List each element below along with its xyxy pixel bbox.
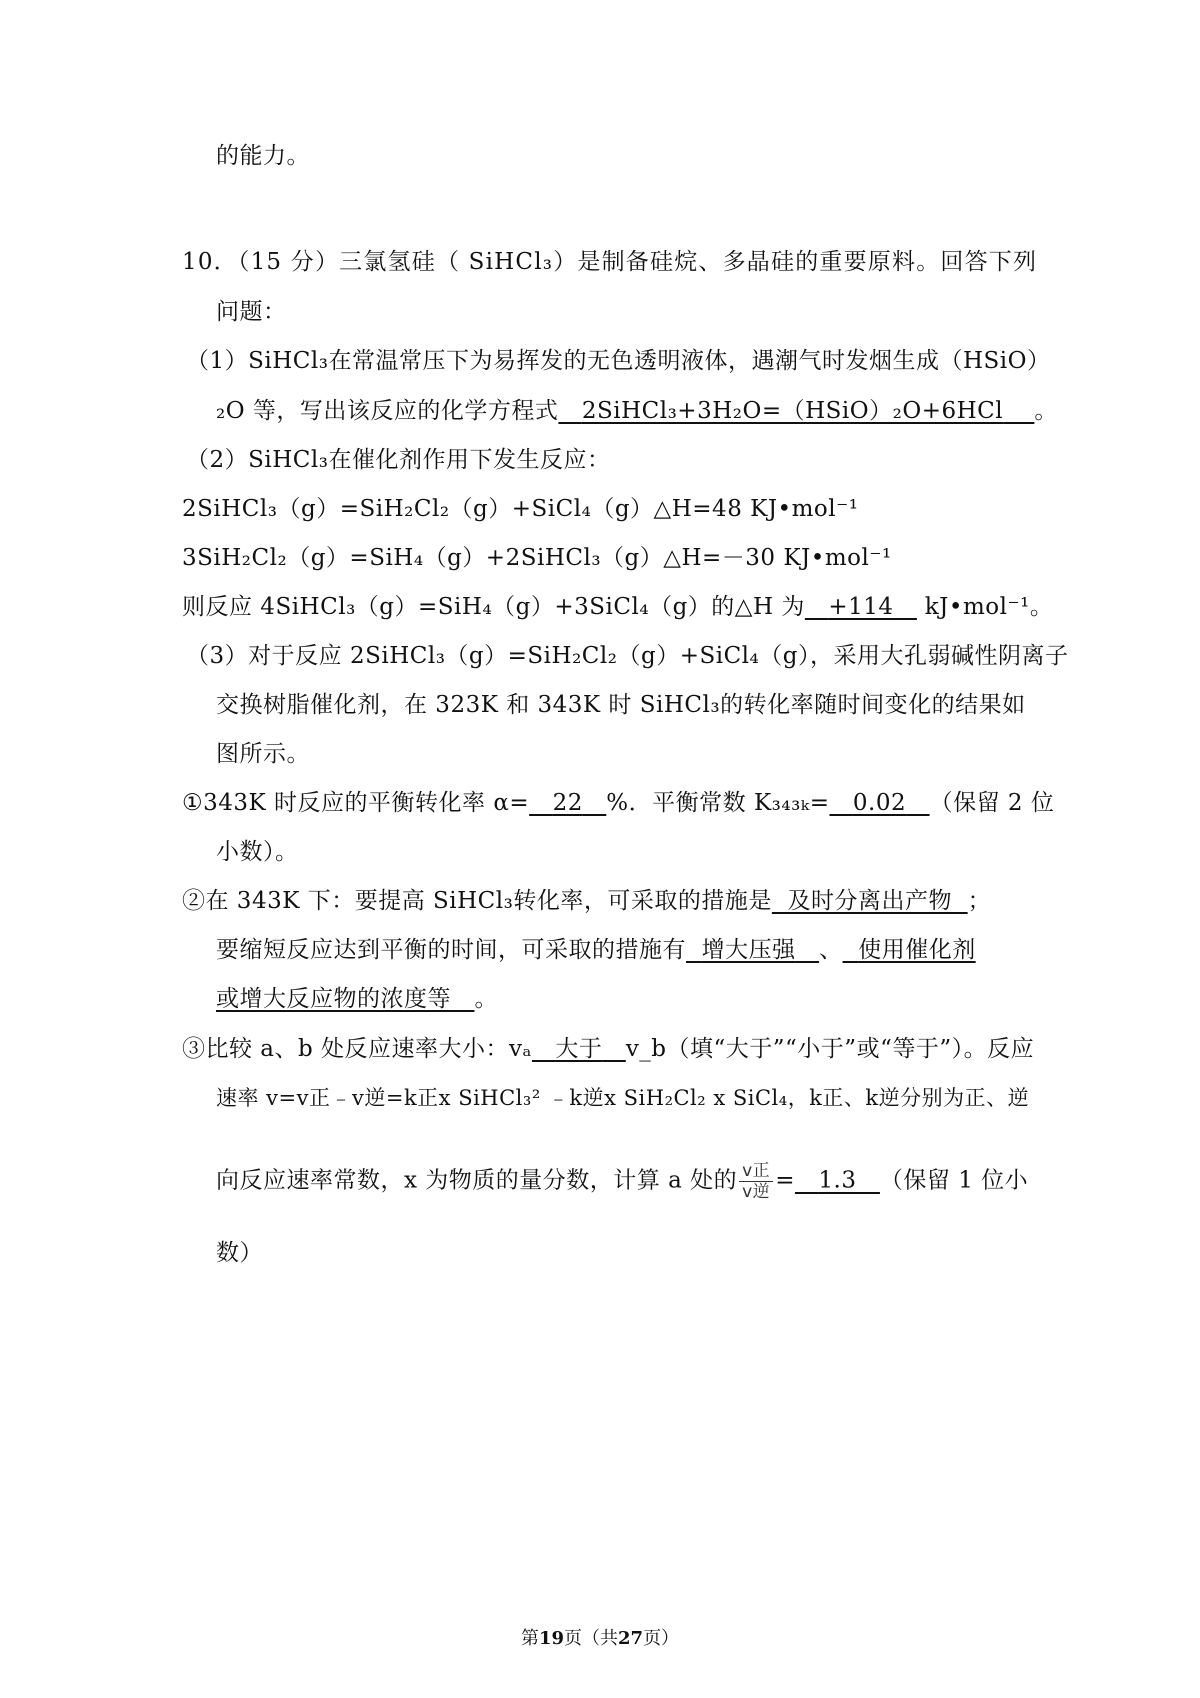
answer-blank: 1.3 xyxy=(818,1167,857,1194)
answer-blank: 大于 xyxy=(555,1036,603,1062)
answer-blank: 及时分离出产物 xyxy=(787,888,952,914)
text-line: 交换树脂催化剂，在 323K 和 343K 时 SiHCl₃的转化率随时间变化的结果如 xyxy=(216,692,1026,718)
answer-blank: 2SiHCl₃+3H₂O=（HSiO）₂O+6HCl xyxy=(581,398,1004,424)
text-line: 小数）。 xyxy=(216,839,299,865)
reaction-equation-3: 则反应 4SiHCl₃（g）=SiH₄（g）+3SiCl₄（g）的△H 为 +114 kJ•mol⁻¹。 xyxy=(182,594,1054,620)
answer-blank: +114 xyxy=(828,594,894,620)
answer-blank: 22 xyxy=(552,790,583,816)
reaction-equation-2: 3SiH₂Cl₂（g）=SiH₄（g）+2SiHCl₃（g）△H=－30 KJ•mol⁻¹ xyxy=(182,545,892,571)
part-3-intro: （3）对于反应 2SiHCl₃（g）=SiH₂Cl₂（g）+SiCl₄（g），采用大孔弱碱性阴离子 xyxy=(186,643,1069,669)
part-2-intro: （2）SiHCl₃在催化剂作用下发生反应： xyxy=(186,447,611,473)
part-1-intro: （1）SiHCl₃在常温常压下为易挥发的无色透明液体，遇潮气时发烟生成（HSiO） xyxy=(186,348,1051,374)
page-footer: 第19页（共27页） xyxy=(520,1628,680,1649)
subquestion-2: ②在 343K 下：要提高 SiHCl₃转化率，可采取的措施是 及时分离出产物 ； xyxy=(182,888,992,914)
text-line: 的能力。 xyxy=(216,143,310,169)
text-line: 或增大反应物的浓度等 。 xyxy=(216,986,498,1012)
text-line: 图所示。 xyxy=(216,741,310,767)
rate-expression-line: 速率 v=v正﹣v逆=k正x SiHCl₃² ﹣k逆x SiH₂Cl₂ x SiCl₄，k正、k逆分别为正、逆 xyxy=(216,1086,1030,1110)
part-1-equation-line: ₂O 等，写出该反应的化学方程式 2SiHCl₃+3H₂O=（HSiO）₂O+6HCl 。 xyxy=(216,398,1058,424)
text-line: 数） xyxy=(216,1240,263,1266)
text-line: 问题： xyxy=(216,299,287,325)
answer-blank: 0.02 xyxy=(852,790,907,816)
question-heading: 10．（15 分）三氯氢硅（ SiHCl₃）是制备硅烷、多晶硅的重要原料。回答下列 xyxy=(182,249,1038,275)
reaction-equation-1: 2SiHCl₃（g）=SiH₂Cl₂（g）+SiCl₄（g）△H=48 KJ•mol⁻¹ xyxy=(182,496,859,522)
answer-blank: 使用催化剂 xyxy=(858,937,976,963)
subquestion-3: ③比较 a、b 处反应速率大小：vₐ 大于 v_b（填“大于”“小于”或“等于”）。反应 xyxy=(182,1036,1035,1062)
answer-blank: 增大压强 xyxy=(701,937,796,963)
subquestion-1: ①343K 时反应的平衡转化率 α= 22 %．平衡常数 K₃₄₃ₖ= 0.02 （保留 2 位 xyxy=(182,790,1055,816)
text-line: 要缩短反应达到平衡的时间，可采取的措施有 增大压强 、 使用催化剂 xyxy=(216,937,976,963)
rate-ratio-fraction: $\frac{\text{v正}}{\text{v逆}}$ xyxy=(739,1161,773,1202)
answer-blank: 或增大反应物的浓度等 xyxy=(216,986,451,1012)
text-line: 向反应速率常数，x 为物质的量分数，计算 a 处的 $\frac{\text{v正}}{\text{v逆}}$ = 1.3 （保留 1 位小 xyxy=(216,1161,1029,1202)
